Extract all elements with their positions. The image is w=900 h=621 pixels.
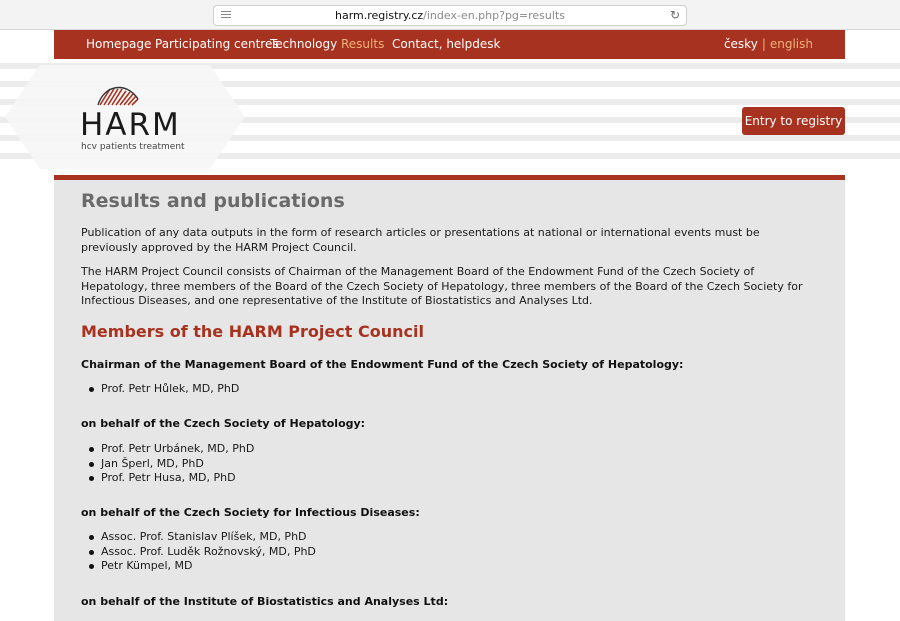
council-paragraph: The HARM Project Council consists of Chairman of the Management Board of the Endowment Fund of the Czech Society of Hepatology, three members of the Board of the Czech Society of Hepatology, three members of the Board of the Czech Society for Infectious Diseases, and one representative of the Institute of Biostatistics and Analyses Ltd. (81, 265, 803, 307)
group-list-hepatology (81, 442, 254, 486)
site-header (0, 59, 900, 175)
reload-icon[interactable]: ↻ (669, 8, 680, 22)
entry-to-registry-button[interactable]: Entry to registry (742, 107, 845, 135)
main-content (54, 180, 845, 621)
intro-paragraph: Publication of any data outputs in the form of research articles or presentations at national or international events must be previously approved by the HARM Project Council. (81, 226, 760, 254)
harm-logo-mark-icon (80, 79, 195, 154)
browser-toolbar (0, 0, 900, 30)
lang-separator: | (761, 37, 766, 51)
url-host: harm.registry.cz (335, 9, 424, 22)
logo-tagline: hcv patients treatment (81, 142, 185, 152)
nav-results[interactable]: Results (341, 37, 385, 51)
page-title: Results and publications (81, 190, 345, 212)
page-menu-icon[interactable] (221, 11, 231, 20)
group-title-infectious-diseases: on behalf of the Czech Society for Infectious Diseases: (81, 506, 420, 519)
list-item: Prof. Petr Hůlek, MD, PhD (81, 382, 239, 397)
members-heading: Members of the HARM Project Council (81, 322, 424, 341)
harm-logo[interactable] (80, 79, 195, 158)
list-item: Petr Kümpel, MD (81, 559, 316, 574)
group-list-infectious-diseases (81, 530, 316, 574)
nav-homepage[interactable]: Homepage (86, 37, 152, 51)
group-list-chairman (81, 382, 239, 397)
list-item: Assoc. Prof. Luděk Rožnovský, MD, PhD (81, 545, 316, 560)
nav-contact-helpdesk[interactable]: Contact, helpdesk (392, 37, 501, 51)
nav-technology[interactable]: Technology (270, 37, 338, 51)
language-switcher (724, 30, 813, 59)
group-title-chairman: Chairman of the Management Board of the Endowment Fund of the Czech Society of Hepatology: (81, 358, 684, 371)
main-nav (54, 30, 845, 59)
list-item: Assoc. Prof. Stanislav Plíšek, MD, PhD (81, 530, 316, 545)
group-title-hepatology: on behalf of the Czech Society of Hepatology: (81, 417, 366, 430)
nav-participating-centres[interactable]: Participating centres (155, 37, 279, 51)
list-item: Jan Šperl, MD, PhD (81, 457, 254, 472)
logo-wordmark: HARM (80, 107, 181, 143)
list-item: Prof. Petr Husa, MD, PhD (81, 471, 254, 486)
url-path: /index-en.php?pg=results (423, 9, 565, 22)
lang-english-link[interactable]: english (769, 37, 813, 51)
address-bar[interactable] (213, 5, 687, 26)
group-title-biostatistics: on behalf of the Institute of Biostatistics and Analyses Ltd: (81, 595, 449, 608)
lang-czech-link[interactable]: česky (723, 37, 758, 51)
list-item: Prof. Petr Urbánek, MD, PhD (81, 442, 254, 457)
